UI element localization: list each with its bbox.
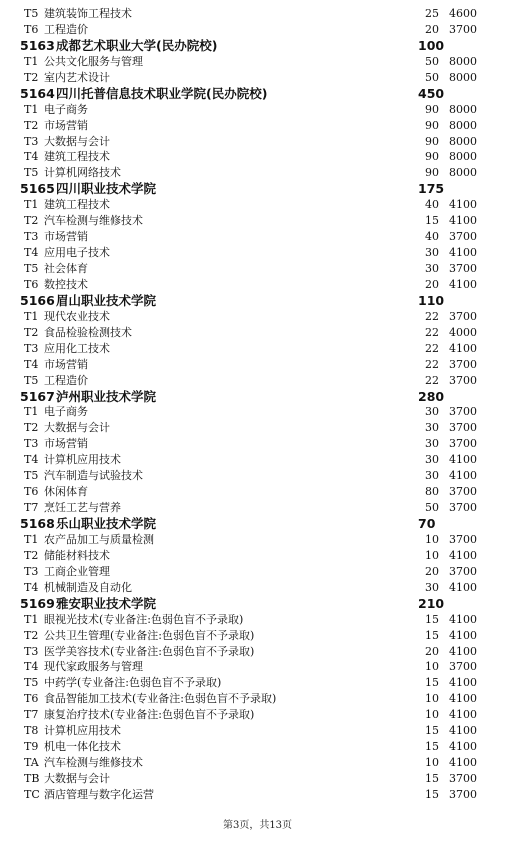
major-row: [0, 309, 515, 325]
major-row: [0, 325, 515, 341]
tuition-fee: 3700: [449, 357, 477, 371]
school-name: 四川职业技术学院: [56, 181, 157, 197]
major-code: T3: [24, 230, 39, 244]
enrollment-count: 22: [425, 325, 439, 339]
tuition-fee: 8000: [449, 70, 477, 84]
major-row: [0, 532, 515, 548]
major-code: T3: [24, 437, 39, 451]
tuition-fee: 3700: [449, 421, 477, 435]
enrollment-count: 10: [425, 708, 439, 722]
tuition-fee: 4600: [449, 7, 477, 20]
major-row: [0, 691, 515, 707]
major-name: 建筑工程技术: [44, 198, 110, 212]
major-row: [0, 723, 515, 739]
major-name: 大数据与会计: [44, 134, 110, 148]
school-name: 四川托普信息技术职业学院(民办院校): [56, 85, 268, 101]
major-code: T2: [24, 421, 39, 435]
enrollment-count: 15: [425, 740, 439, 754]
enrollment-count: 25: [425, 7, 439, 20]
major-row: [0, 500, 515, 516]
major-name: 计算机应用技术: [44, 724, 121, 738]
major-name: 计算机应用技术: [44, 453, 121, 467]
major-code: T1: [24, 309, 39, 323]
major-name: 市场营销: [44, 357, 88, 371]
school-total: 210: [418, 595, 445, 611]
major-row: [0, 102, 515, 118]
tuition-fee: 4100: [449, 453, 477, 467]
major-row: [0, 373, 515, 389]
major-code: T1: [24, 405, 39, 419]
tuition-fee: 4000: [449, 325, 477, 339]
enrollment-count: 15: [425, 787, 439, 801]
enrollment-count: 22: [425, 341, 439, 355]
enrollment-count: 90: [425, 118, 439, 132]
tuition-fee: 3700: [449, 262, 477, 275]
tuition-fee: 4100: [449, 708, 477, 722]
major-name: 医学美容技术(专业备注:色弱色盲不予录取): [44, 644, 255, 658]
major-row: [0, 245, 515, 261]
major-code: T5: [24, 166, 39, 180]
major-row: [0, 612, 515, 628]
major-name: 食品检验检测技术: [44, 325, 132, 339]
major-code: T6: [24, 277, 39, 291]
document-body: [0, 6, 515, 803]
major-code: T1: [24, 612, 39, 626]
major-row: [0, 420, 515, 436]
major-code: T1: [24, 532, 39, 546]
major-row: [0, 149, 515, 165]
major-name: 汽车制造与试验技术: [44, 469, 143, 483]
enrollment-count: 40: [425, 230, 439, 244]
tuition-fee: 3700: [449, 230, 477, 244]
major-row: [0, 644, 515, 660]
major-name: 眼视光技术(专业备注:色弱色盲不予录取): [44, 612, 244, 626]
major-row: [0, 404, 515, 420]
major-code: T5: [24, 262, 39, 275]
enrollment-count: 90: [425, 102, 439, 116]
major-name: 市场营销: [44, 230, 88, 244]
school-header: [0, 86, 515, 102]
major-code: T1: [24, 54, 39, 68]
school-header: [0, 596, 515, 612]
major-name: 公共卫生管理(专业备注:色弱色盲不予录取): [44, 628, 255, 642]
major-name: 储能材料技术: [44, 548, 110, 562]
tuition-fee: 4100: [449, 469, 477, 483]
major-name: 机械制造及自动化: [44, 580, 132, 594]
school-header: [0, 516, 515, 532]
tuition-fee: 8000: [449, 150, 477, 164]
major-code: T4: [24, 580, 39, 594]
enrollment-count: 22: [425, 309, 439, 323]
tuition-fee: 4100: [449, 628, 477, 642]
major-name: 农产品加工与质量检测: [44, 532, 154, 546]
enrollment-count: 15: [425, 612, 439, 626]
enrollment-count: 30: [425, 421, 439, 435]
tuition-fee: 3700: [449, 564, 477, 578]
major-row: [0, 452, 515, 468]
major-name: 数控技术: [44, 277, 88, 291]
enrollment-count: 15: [425, 628, 439, 642]
major-code: T6: [24, 485, 39, 499]
major-row: [0, 261, 515, 277]
major-name: 食品智能加工技术(专业备注:色弱色盲不予录取): [44, 692, 277, 706]
major-name: 市场营销: [44, 437, 88, 451]
major-name: 大数据与会计: [44, 772, 110, 785]
school-total: 175: [418, 181, 445, 197]
major-code: T2: [24, 325, 39, 339]
enrollment-count: 10: [425, 692, 439, 706]
major-name: 电子商务: [44, 102, 88, 116]
school-code: 5169: [20, 595, 55, 611]
tuition-fee: 4100: [449, 740, 477, 754]
major-code: T2: [24, 70, 39, 84]
major-row: [0, 484, 515, 500]
major-row: [0, 675, 515, 691]
enrollment-count: 20: [425, 277, 439, 291]
major-row: [0, 213, 515, 229]
major-name: 计算机网络技术: [44, 166, 121, 180]
major-row: [0, 436, 515, 452]
school-code: 5164: [20, 85, 55, 101]
tuition-fee: 3700: [449, 501, 477, 515]
major-code: TA: [24, 756, 39, 770]
major-row: [0, 357, 515, 373]
major-code: T4: [24, 660, 39, 674]
tuition-fee: 4100: [449, 756, 477, 770]
major-code: T4: [24, 246, 39, 260]
tuition-fee: 4100: [449, 548, 477, 562]
tuition-fee: 4100: [449, 692, 477, 706]
tuition-fee: 3700: [449, 787, 477, 801]
enrollment-count: 15: [425, 724, 439, 738]
tuition-fee: 8000: [449, 54, 477, 68]
major-code: T4: [24, 453, 39, 467]
major-row: [0, 580, 515, 596]
school-name: 眉山职业技术学院: [56, 292, 157, 308]
enrollment-count: 40: [425, 198, 439, 212]
major-code: T6: [24, 22, 39, 36]
major-row: [0, 341, 515, 357]
major-row: [0, 468, 515, 484]
tuition-fee: 3700: [449, 22, 477, 36]
major-name: 建筑装饰工程技术: [44, 7, 132, 20]
enrollment-count: 50: [425, 70, 439, 84]
school-code: 5165: [20, 181, 55, 197]
school-header: [0, 181, 515, 197]
major-row: [0, 22, 515, 38]
major-name: 酒店管理与数字化运营: [44, 787, 154, 801]
enrollment-count: 30: [425, 437, 439, 451]
major-name: 工程造价: [44, 373, 88, 387]
tuition-fee: 4100: [449, 580, 477, 594]
school-header: [0, 389, 515, 405]
enrollment-count: 20: [425, 564, 439, 578]
major-name: 应用化工技术: [44, 341, 110, 355]
major-code: T3: [24, 644, 39, 658]
major-row: [0, 6, 515, 22]
major-row: [0, 755, 515, 771]
enrollment-count: 90: [425, 150, 439, 164]
enrollment-count: 30: [425, 453, 439, 467]
major-name: 室内艺术设计: [44, 70, 110, 84]
major-row: [0, 134, 515, 150]
major-name: 应用电子技术: [44, 246, 110, 260]
enrollment-count: 15: [425, 772, 439, 785]
major-name: 大数据与会计: [44, 421, 110, 435]
major-name: 现代农业技术: [44, 309, 110, 323]
major-code: T5: [24, 676, 39, 690]
major-code: T6: [24, 692, 39, 706]
major-code: T4: [24, 357, 39, 371]
major-row: [0, 564, 515, 580]
school-code: 5167: [20, 388, 55, 404]
major-code: T2: [24, 214, 39, 228]
tuition-fee: 3700: [449, 373, 477, 387]
major-name: 汽车检测与维修技术: [44, 756, 143, 770]
major-name: 建筑工程技术: [44, 150, 110, 164]
major-row: [0, 548, 515, 564]
enrollment-count: 22: [425, 373, 439, 387]
major-name: 汽车检测与维修技术: [44, 214, 143, 228]
major-name: 中药学(专业备注:色弱色盲不予录取): [44, 676, 222, 690]
enrollment-count: 90: [425, 134, 439, 148]
major-name: 公共文化服务与管理: [44, 54, 143, 68]
major-code: T1: [24, 198, 39, 212]
major-name: 工商企业管理: [44, 564, 110, 578]
enrollment-count: 90: [425, 166, 439, 180]
school-name: 泸州职业技术学院: [56, 388, 157, 404]
enrollment-count: 30: [425, 469, 439, 483]
major-row: [0, 277, 515, 293]
tuition-fee: 4100: [449, 277, 477, 291]
major-name: 市场营销: [44, 118, 88, 132]
major-row: [0, 229, 515, 245]
school-code: 5168: [20, 516, 55, 531]
tuition-fee: 4100: [449, 246, 477, 260]
enrollment-count: 22: [425, 357, 439, 371]
major-code: T5: [24, 7, 39, 20]
major-code: T5: [24, 373, 39, 387]
major-code: T3: [24, 564, 39, 578]
school-name: 乐山职业技术学院: [56, 516, 157, 531]
school-code: 5166: [20, 292, 55, 308]
tuition-fee: 4100: [449, 724, 477, 738]
tuition-fee: 3700: [449, 532, 477, 546]
major-code: TC: [24, 787, 40, 801]
school-total: 70: [418, 516, 436, 531]
tuition-fee: 4100: [449, 612, 477, 626]
major-code: T7: [24, 501, 39, 515]
major-row: [0, 70, 515, 86]
enrollment-count: 10: [425, 548, 439, 562]
tuition-fee: 8000: [449, 118, 477, 132]
major-row: [0, 787, 515, 803]
major-name: 烹饪工艺与营养: [44, 501, 121, 515]
tuition-fee: 4100: [449, 198, 477, 212]
major-code: TB: [24, 772, 40, 785]
enrollment-count: 80: [425, 485, 439, 499]
school-header: [0, 293, 515, 309]
major-name: 康复治疗技术(专业备注:色弱色盲不予录取): [44, 708, 255, 722]
major-name: 机电一体化技术: [44, 740, 121, 754]
major-name: 社会体育: [44, 262, 88, 275]
major-row: [0, 739, 515, 755]
major-code: T3: [24, 341, 39, 355]
enrollment-count: 20: [425, 22, 439, 36]
enrollment-count: 30: [425, 262, 439, 275]
major-name: 休闲体育: [44, 485, 88, 499]
school-total: 100: [418, 37, 445, 53]
tuition-fee: 8000: [449, 102, 477, 116]
major-code: T2: [24, 118, 39, 132]
school-name: 雅安职业技术学院: [56, 595, 157, 611]
tuition-fee: 4100: [449, 341, 477, 355]
major-row: [0, 707, 515, 723]
major-row: [0, 118, 515, 134]
tuition-fee: 3700: [449, 405, 477, 419]
tuition-fee: 4100: [449, 214, 477, 228]
enrollment-count: 50: [425, 501, 439, 515]
school-header: [0, 38, 515, 54]
major-code: T8: [24, 724, 39, 738]
enrollment-count: 10: [425, 756, 439, 770]
major-row: [0, 197, 515, 213]
tuition-fee: 3700: [449, 309, 477, 323]
major-row: [0, 659, 515, 675]
page-footer: 第3页，共13页: [222, 820, 293, 831]
school-total: 280: [418, 388, 445, 404]
tuition-fee: 3700: [449, 660, 477, 674]
tuition-fee: 3700: [449, 485, 477, 499]
school-code: 5163: [20, 37, 55, 53]
tuition-fee: 3700: [449, 772, 477, 785]
tuition-fee: 3700: [449, 437, 477, 451]
tuition-fee: 4100: [449, 676, 477, 690]
school-total: 450: [418, 85, 445, 101]
major-code: T2: [24, 548, 39, 562]
tuition-fee: 8000: [449, 166, 477, 180]
enrollment-count: 30: [425, 405, 439, 419]
major-name: 电子商务: [44, 405, 88, 419]
enrollment-count: 10: [425, 532, 439, 546]
major-code: T3: [24, 134, 39, 148]
enrollment-count: 15: [425, 214, 439, 228]
enrollment-count: 30: [425, 246, 439, 260]
major-code: T5: [24, 469, 39, 483]
major-code: T7: [24, 708, 39, 722]
major-row: [0, 165, 515, 181]
major-name: 现代家政服务与管理: [44, 660, 143, 674]
major-row: [0, 54, 515, 70]
enrollment-count: 15: [425, 676, 439, 690]
enrollment-count: 10: [425, 660, 439, 674]
tuition-fee: 4100: [449, 644, 477, 658]
enrollment-count: 30: [425, 580, 439, 594]
major-code: T4: [24, 150, 39, 164]
enrollment-count: 20: [425, 644, 439, 658]
school-total: 110: [418, 292, 445, 308]
major-row: [0, 771, 515, 787]
major-code: T9: [24, 740, 39, 754]
major-name: 工程造价: [44, 22, 88, 36]
major-code: T1: [24, 102, 39, 116]
major-row: [0, 628, 515, 644]
tuition-fee: 8000: [449, 134, 477, 148]
school-name: 成都艺术职业大学(民办院校): [56, 37, 218, 53]
major-code: T2: [24, 628, 39, 642]
enrollment-count: 50: [425, 54, 439, 68]
